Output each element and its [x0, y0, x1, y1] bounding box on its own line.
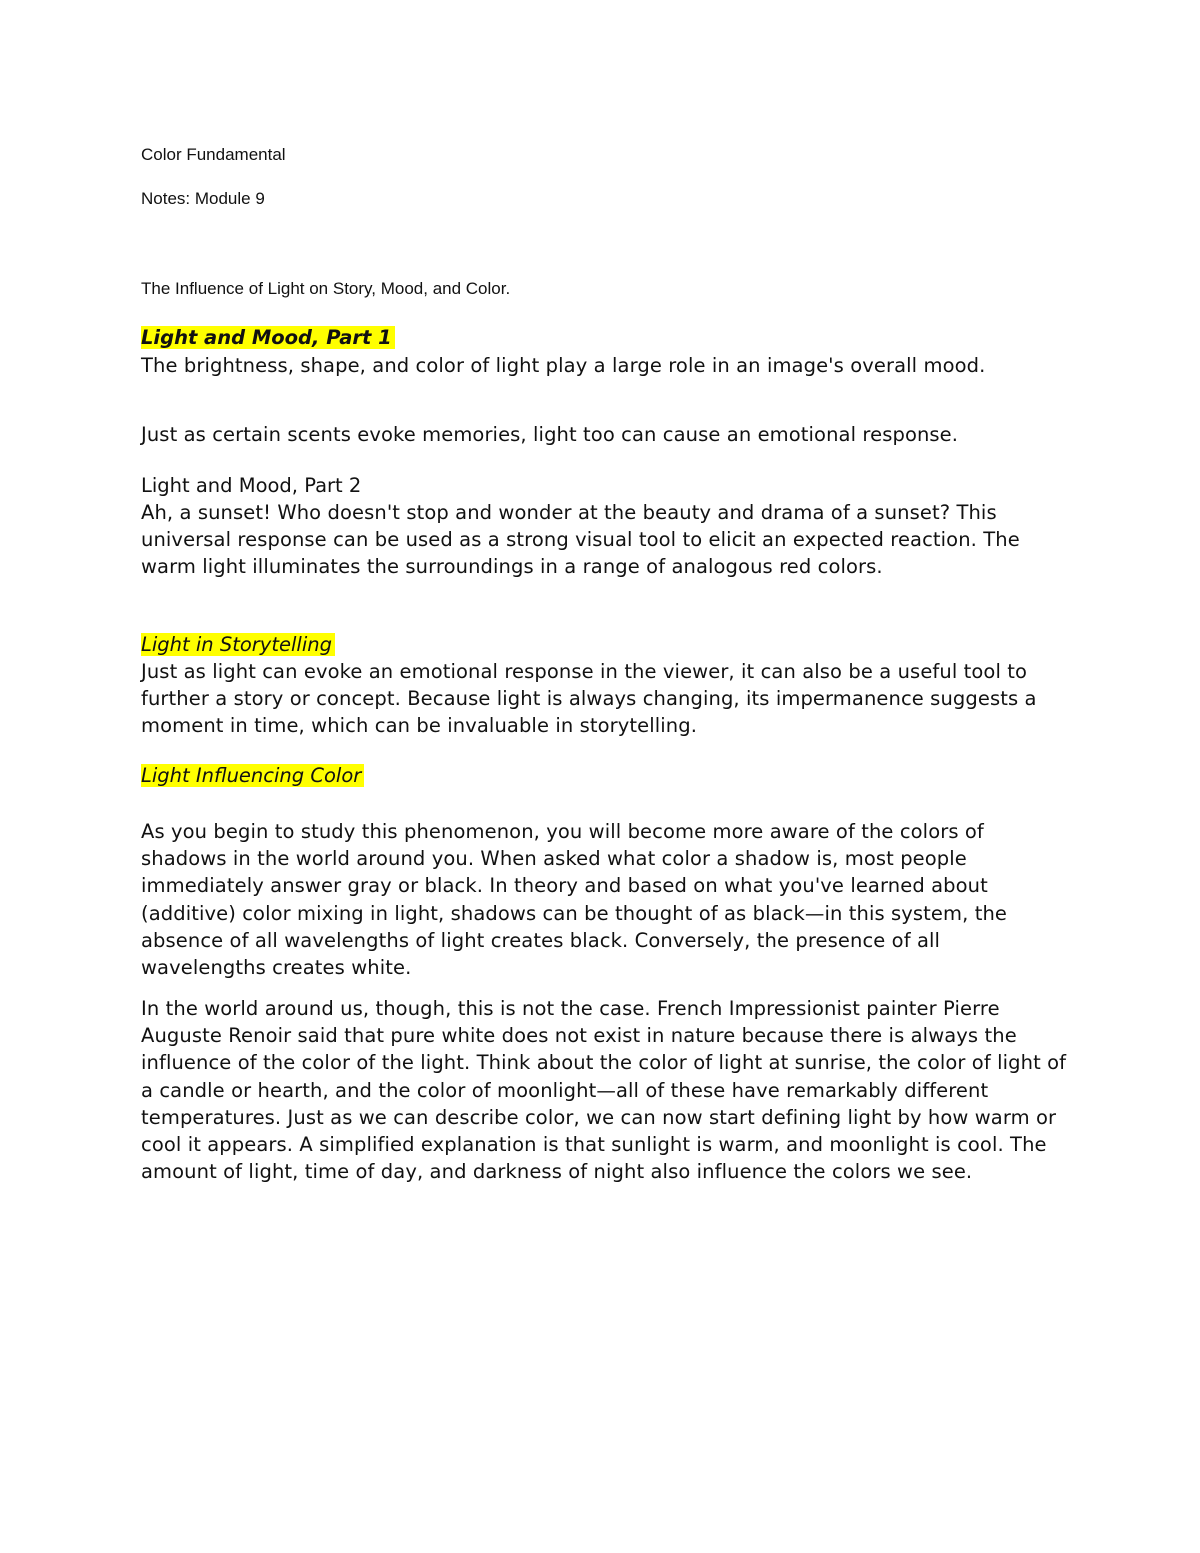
influencing-color-paragraph-2: In the world around us, though, this is not the case. French Impressionist painter Pierre Auguste Renoir said that pure white does not exist in nature because there is always the influence of the color of the light. Think about the color of light at sunrise, the color of light of a candle or hearth, and the color of moonlight—all of these have remarkably different temperatures. Just as we can describe color, we can now start defining light by how warm or cool it appears. A simplified explanation is that sunlight is warm, and moonlight is cool. The amount of light, time of day, and darkness of night also influence the colors we see.	[141, 997, 1067, 1184]
mood-part-2-paragraph-1: Ah, a sunset! Who doesn't stop and wonder at the beauty and drama of a sunset? This universal response can be used as a strong visual tool to elicit an expected reaction. The warm light illuminates the surroundings in a range of analogous red colors.	[141, 501, 1020, 579]
module-notes-label: Notes: Module 9	[141, 189, 265, 208]
highlighted-heading-text: Light and Mood, Part 1	[141, 326, 395, 349]
influencing-color-paragraph-1: As you begin to study this phenomenon, you will become more aware of the colors of shadows in the world around you. When asked what color a shadow is, most people immediately answer gray or black. In theory and based on what you've learned about (additive) color mixing in light, shadows can be thought of as black—in this system, the absence of all wavelengths of light creates black. Conversely, the presence of all wavelengths creates white.	[141, 820, 1008, 980]
document-subtitle: The Influence of Light on Story, Mood, and Color.	[141, 279, 511, 298]
document-title: Color Fundamental	[141, 145, 286, 164]
section-heading-mood-part-1	[141, 324, 395, 351]
section-heading-storytelling	[141, 631, 335, 658]
highlighted-heading-text: Light in Storytelling	[141, 633, 335, 656]
storytelling-paragraph-1: Just as light can evoke an emotional response in the viewer, it can also be a useful tool to further a story or concept. Because light is always changing, its impermanence suggests a moment in time, which can be invaluable in storytelling.	[141, 660, 1037, 738]
mood-part-1-paragraph-1: The brightness, shape, and color of light play a large role in an image's overall mood.	[141, 354, 986, 377]
highlighted-heading-text: Light Influencing Color	[141, 764, 364, 787]
section-heading-mood-part-2: Light and Mood, Part 2	[141, 474, 362, 497]
section-heading-influencing-color	[141, 762, 364, 789]
mood-part-1-paragraph-2: Just as certain scents evoke memories, light too can cause an emotional response.	[141, 423, 959, 446]
